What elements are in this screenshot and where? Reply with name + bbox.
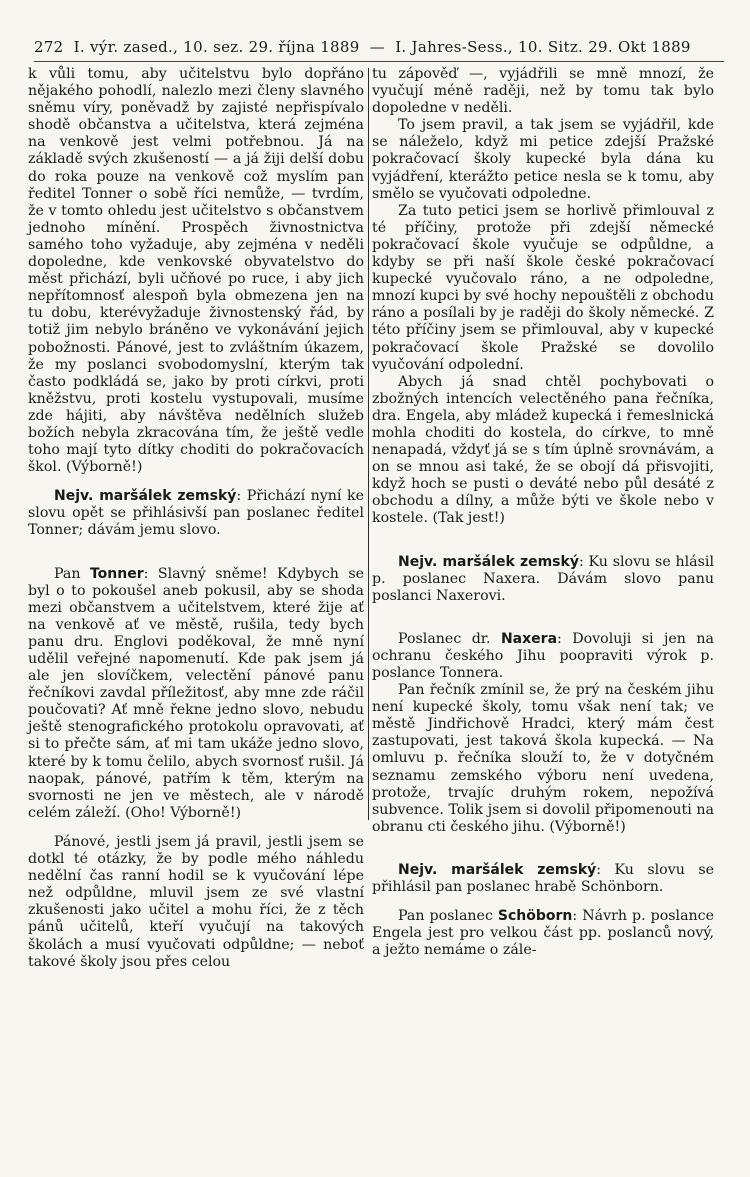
speaker-prefix: Pan bbox=[54, 565, 90, 582]
paragraph: tu zápověď —, vyjádřili se mně mnozí, že vyučují méně raději, než by tomu tak bylo dopoledne v neděli. bbox=[372, 66, 714, 117]
paragraph: Pan řečník zmínil se, že prý na českém jihu není kupecké školy, tomu však není tak; ve městě Jindřichově Hradci, který mám čest zastupovati, jest taková škola kupecká. — Na omluvu p. řečníka slouží to, že v dotyčném seznamu zemského výboru není uvedena, protože, trvajíc druhým rokem, nepožívá subvence. Tolik jsem si dovolil připomenouti na obranu cti českého jihu. (Výborně!) bbox=[372, 682, 714, 835]
speech-text: : Ku slovu se hlásil p. poslanec Naxera. Dávám slovo panu poslanci Naxerovi. bbox=[372, 553, 714, 604]
paragraph: k vůli tomu, aby učitelstvu bylo dopřáno nějakého pohodlí, nalezlo mezi členy slavného sněmu víry, poněvadž by zajisté nepřispívalo shodě občanstva a učitelstva, která zejména na venkově jest velmi potřebnou. Já na základě svých zkušeností — a já žiji delší dobu do roka pouze na venkově což myslím pan ředitel Tonner o sobě říci nemůže, — tvrdím, že v tomto ohledu jest učitelstvo s občanstvem jednoho mínění. Prospěch živnostnictva samého toho vyžaduje, aby zejména v neděli dopoledne, kde venkovské obyvatelstvo do měst přichází, byli učňové po ruce, i aby jich nepřítomnosť alespoň byla obmezena jen na tu dobu, kterévyžaduje živnostenský řád, by totiž jim nebylo bráněno ve vykonávání jejich pobožnosti. Pánové, jest to zvláštním úkazem, že my poslanci svobodomyslní, kterým tak často podkládá se, jako by proti církvi, proti kněžstvu, proti kostelu vystupovali, musíme zde hájiti, aby návštěva nedělních služeb božích nebyla zkracována tím, že ještě vedle toho mají tyto dítky choditi do pokračovacích škol. (Výborně!) bbox=[28, 66, 364, 476]
right-column bbox=[372, 66, 714, 959]
page-number: 272 bbox=[34, 38, 64, 56]
speech-text: : Ku slovu se přihlásil pan poslanec hrabě Schönborn. bbox=[372, 861, 714, 896]
speech-paragraph bbox=[28, 566, 364, 822]
header-rule bbox=[34, 61, 724, 62]
speech-text: : Přichází nyní ke slovu opět se přihlásivší pan poslanec ředitel Tonner; dávám jemu slovo. bbox=[28, 488, 364, 539]
speaker-name: Schöborn bbox=[497, 908, 573, 925]
speech-text: : Slavný sněme! Kdybych se byl o to pokoušel aneb pokusil, aby se shoda mezi občanstvem a učitelstvem, které žije ať na venkově ať ve městě, rušila, tedy bych panu dru. Englovi poděkoval, že mně nyní udělil veřejné napomenutí. Kde pak jsem já ale jen slovíčkem, velectění pánové panu řečníkovi zavdal příležitosť, aby mne zde ráčil poučovati? Ať mně řekne jedno slovo, nebudu ještě stenografického protokolu opravovati, ať si to přečte sám, ať mi tam ukáže jedno slovo, které by k tomu čelilo, abych svornosť rušil. Já naopak, pánové, patřím k těm, kterým na svornosti ne jen ve městech, ale v národě celém záleží. (Oho! Výborně!) bbox=[28, 565, 365, 821]
speaker-prefix: Poslanec dr. bbox=[398, 630, 501, 647]
column-divider bbox=[368, 68, 369, 820]
left-column bbox=[28, 66, 364, 971]
speaker-name: Nejv. maršálek zemský bbox=[54, 488, 237, 505]
speech-text: : Dovoluji si jen na ochranu českého Jihu poopraviti výrok p. poslance Tonnera. bbox=[372, 630, 714, 681]
paragraph: To jsem pravil, a tak jsem se vyjádřil, kde se náleželo, když mi petice zdejší Pražské pokračovací školy kupecké byla dána ku vyjádření, kterážto petice nesla se k tomu, aby smělo se vyučovati odpoledne. bbox=[372, 117, 714, 202]
paragraph: Za tuto petici jsem se horlivě přimlouval z té příčiny, protože při zdejší německé pokračovací škole vyučuje se odpůldne, a kdyby se při naší škole české pokračovací kupecké vyučovalo ráno, a ne odpoledne, mnozí kupci by své hochy nepouštěli z obchodu ráno a posílali by je raději do školy německé. Z této příčiny jsem se přimlouval, aby v kupecké pokračovací škole Pražské se dovolilo vyučování odpolední. bbox=[372, 202, 714, 373]
speech-paragraph bbox=[372, 554, 714, 605]
speech-text: : Návrh p. poslance Engela jest pro velkou část pp. poslanců nový, a ježto nemáme o zále- bbox=[372, 908, 715, 959]
speaker-name: Naxera bbox=[500, 630, 558, 647]
header-title-german: I. Jahres-Sess., 10. Sitz. 29. Okt 1889 bbox=[395, 38, 691, 56]
header-dash: — bbox=[369, 38, 386, 56]
paragraph: Abych já snad chtěl pochybovati o zbožných intencích velectěného pana řečníka, dra. Engela, aby mládež kupecká i řemeslnická mohla choditi do kostela, do církve, to mně nenapadá, vždyť já se s tím úplně srovnávám, a on se mnou asi také, že se obojí dá přisvojiti, když hoch se pusti o deváté nebo půl desáté z obchodu a dílny, a může býti ve škole nebo v kostele. (Tak jest!) bbox=[372, 373, 714, 527]
speaker-name: Nejv. maršálek zemský bbox=[398, 553, 579, 570]
paragraph: Pánové, jestli jsem já pravil, jestli jsem se dotkl té otázky, že by podle mého náhledu nedělní čas ranní hodil se k vyučování lépe než odpůldne, mluvil jsem ze své vlastní zkušenosti jako učitel a mohu říci, že z těch pánů učitelů, kteří vyučují na takových školách a musí vyučovati odpůldne; — neboť takové školy jsou přes celou bbox=[28, 833, 364, 970]
speaker-prefix: Pan poslanec bbox=[398, 908, 498, 925]
header-title-czech: I. výr. zased., 10. sez. 29. října 1889 bbox=[73, 38, 360, 56]
speaker-name: Nejv. maršálek zemský bbox=[398, 861, 597, 878]
speaker-name: Tonner bbox=[89, 565, 144, 582]
speech-paragraph bbox=[372, 862, 714, 896]
page-header bbox=[34, 38, 724, 56]
speech-paragraph bbox=[28, 488, 364, 539]
speech-paragraph bbox=[372, 631, 714, 682]
speech-paragraph bbox=[372, 908, 714, 959]
